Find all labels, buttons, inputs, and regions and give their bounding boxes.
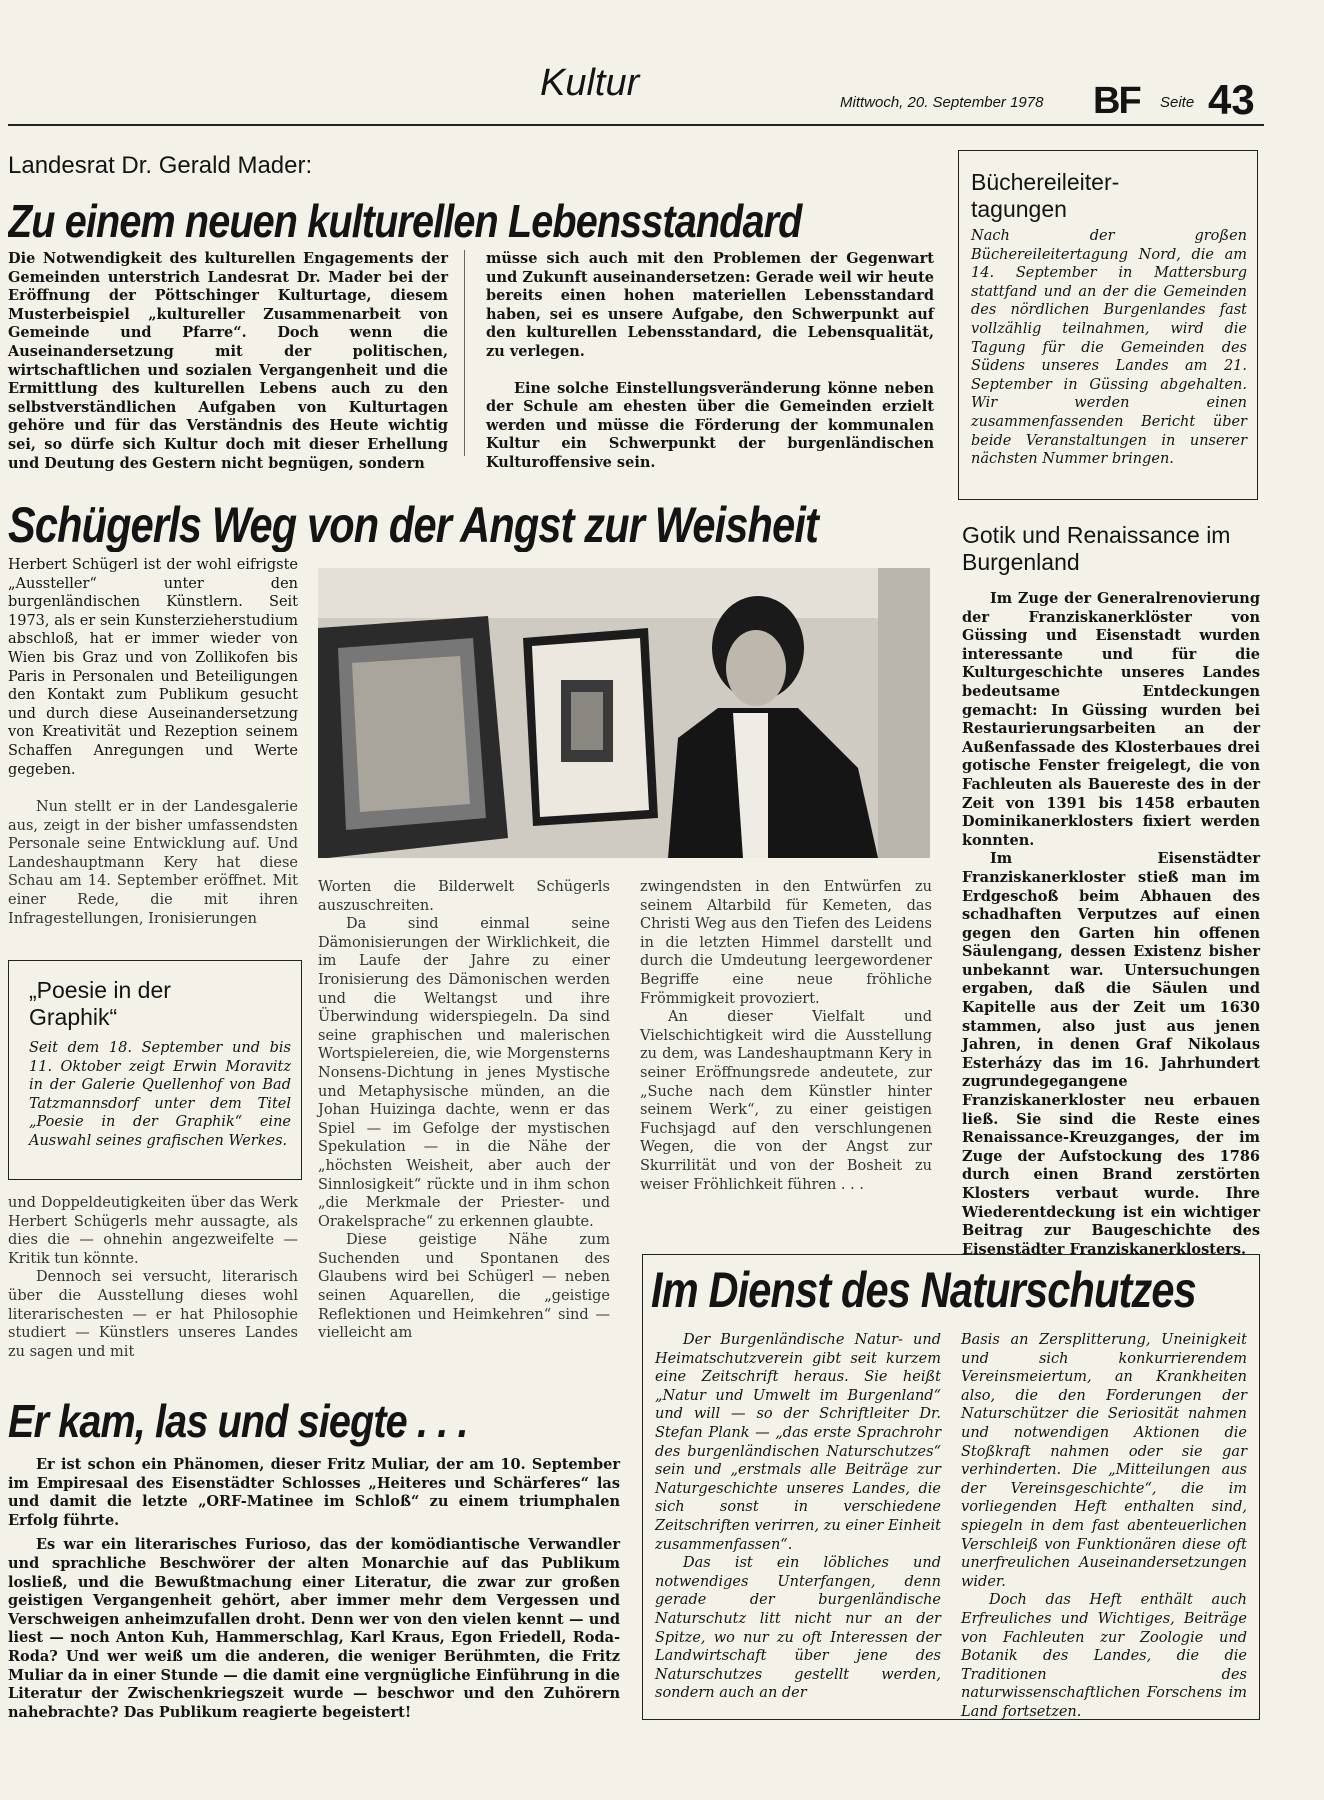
article3-body [8, 1456, 620, 1722]
page-number: 43 [1208, 76, 1255, 123]
sidebar-buechereileiter-box [958, 150, 1258, 500]
article3-headline: Er kam, las und siegte . . . [8, 1395, 468, 1447]
poesie-box [8, 960, 302, 1180]
article2-headline-wrap [8, 496, 918, 552]
article4-col1-para2: Das ist ein löbliches und notwendiges Unterfangen, denn gerade der burgenländische Naturschutz litt nicht nur an der Spitze, wo nur zu oft Interessen der Landwirtschaft über jene des Naturschutzes gestellt werden, sondern auch an der [655, 1555, 941, 1702]
article2-mid2: Da sind einmal seine Dämonisierungen der Wirklichkeit, die im Laufe der Jahre zu einer Ironisierung des Dämonischen werden und die Weltangst und ihre Überwindung widerspiegeln. Da sind seine graphischen und malerischen Wortspielereien, die, wie Morgensterns Nonsens-Dichtung in jenes Mystische und Metaphysische münden, an die Johan Huizinga dachte, wenn er das Spiel — im Gefolge der mystischen Spekulation — in die Nähe der „höchsten Weisheit, aber auch der Sinnlosigkeit“ rückte und in ihm schon „die Merkmale der Priester- und Orakelsprache“ zu erkennen glaubte. [318, 916, 610, 1230]
article4-col2-para2: Doch das Heft enthält auch Erfreuliches und Wichtiges, Beiträge von Fachleuten zur Zoologie und Botanik des Landes, die die Traditionen des naturwissenschaftlichen Forschens im Land fortsetzen. [961, 1592, 1247, 1720]
section-title: Kultur [540, 62, 640, 104]
article2-para4: Dennoch sei versucht, literarisch über die Ausstellung dieses wohl literarischesten — er hat Philosophie studiert — Künstlers unseres Landes zu sagen und mit [8, 1269, 298, 1360]
sidebar1-text: Nach der großen Büchereileitertagung Nord, die am 14. September in Mattersburg stattfand und an der die Gemeinden des nördlichen Burgenlandes fast vollzählig teilnahmen, wird die Tagung für die Gemeinden des Südens unseres Landes am 21. September in Güssing abgehalten. Wir werden einen zusammenfassenden Bericht über beide Veranstaltungen in unserer nächsten Nummer bringen. [971, 228, 1247, 468]
article2-intro: Herbert Schügerl ist der wohl eifrigste „Aussteller“ unter den burgenländischen Künstlern. Seit 1973, als er sein Kunsterzieherstudium abschloß, hat er immer wieder von Wien bis Graz und von Zollikofen bis Paris in Personalen und Beteiligungen den Kontakt zum Publikum gesucht und durch diese Auseinandersetzung von Kreativität und Rezeption seinem Schaffen Anregungen und Werte gegeben. [8, 557, 298, 778]
exhibition-photo [318, 568, 930, 858]
newspaper-logo: BF [1093, 80, 1140, 122]
header-rule [8, 124, 1264, 126]
article2-col2 [318, 878, 610, 1343]
article4-headline: Im Dienst des Naturschutzes [651, 1262, 1196, 1317]
article1-col1: Die Notwendigkeit des kulturellen Engagements der Gemeinden unterstrich Landesrat Dr. Mader bei der Eröffnung der Pöttschinger Kulturtage, diesem Musterbeispiel „kultureller Zusammenarbeit von Gemeinde und Pfarre“. Doch wenn die Auseinandersetzung mit der politischen, wirtschaftlichen und sozialen Vergangenheit und die Ermittlung des kulturellen Lebens auch zu den selbstverständlichen Aufgaben von Kulturtagen gehöre und für das Verständnis des Heute wichtig sei, so dürfe sich Kultur doch mit dieser Erhellung und Deutung des Gestern nicht begnügen, sondern [8, 250, 448, 472]
article2-para3: und Doppeldeutigkeiten über das Werk Herbert Schügerls mehr aussagte, als dies die — ohnehin angezweifelte — Kritik tun könnte. [8, 1195, 298, 1267]
article2-col3 [640, 878, 932, 1194]
naturschutz-box [642, 1254, 1260, 1720]
page-label: Seite [1160, 94, 1195, 111]
article1-col2-para2: Eine solche Einstellungsveränderung könne neben der Schule am ehesten über die Gemeinden erzielt werden und müsse die Förderung der kommunalen Kultur ein Schwerpunkt der burgenländischen Kulturoffensive sein. [486, 379, 934, 471]
article4-col1-para1: Der Burgenländische Natur- und Heimatschutzverein gibt seit kurzem eine Zeitschrift heraus. Sie heißt „Natur und Umwelt im Burgenland“ und will — so der Schriftleiter Dr. Stefan Plank — „das erste Sprachrohr des burgenländischen Naturschutzes“ sein und „erstmals alle Beiträge zur Naturgeschichte unseres Landes, die sich sonst in verschiedene Zeitschriften verirren, zu einer Einheit zusammenfassen“. [655, 1332, 941, 1553]
sidebar2-para1: Im Zuge der Generalrenovierung der Franziskanerklöster von Güssing und Eisenstadt wurden interessante und für die Kulturgeschichte unseres Landes bedeutsame Entdeckungen gemacht: In Güssing wurden bei Restaurierungsarbeiten an der Außenfassade des Klosterbaues drei gotische Fenster freigelegt, die von Fachleuten als Bauereste des in der Zeit von 1391 bis 1458 erbauten Dominikanerklosters fixiert werden konnten. [962, 590, 1260, 849]
article4-col1 [655, 1331, 941, 1703]
article2-col1-continued [8, 1194, 298, 1361]
poesie-text: Seit dem 18. September und bis 11. Oktober zeigt Erwin Moravitz in der Galerie Quellenhof von Bad Tatzmannsdorf unter dem Titel „Poesie in der Graphik“ eine Auswahl seines grafischen Werkes. [29, 1040, 291, 1149]
sidebar1-title: Büchereileiter-tagungen [971, 169, 1120, 222]
sidebar2-body [962, 590, 1260, 1259]
poesie-title: „Poesie in der Graphik“ [29, 977, 171, 1030]
article3-headline-wrap [8, 1394, 608, 1448]
article2-right1: zwingendsten in den Entwürfen zu seinem Altarbild für Kemeten, das Christi Weg aus den Tiefen des Leidens in die letzten Himmel darstellt und durch die Umdeutung leergewordener Begriffe eine neue fröhliche Frömmigkeit provoziert. [640, 879, 932, 1007]
issue-date: Mittwoch, 20. September 1978 [840, 94, 1044, 111]
article1-col2-para1: müsse sich auch mit den Problemen der Gegenwart und Zukunft auseinandersetzen: Gerade weil wir heute bereits einen hohen materiellen Lebensstandard haben, sei es unsere Aufgabe, den Schwerpunkt auf den kulturellen Lebensstandard, die Lebensqualität, zu verlegen. [486, 250, 934, 360]
article4-headline-wrap [651, 1261, 1251, 1317]
article1-headline-wrap [8, 194, 898, 244]
article2-headline: Schügerls Weg von der Angst zur Weisheit [8, 497, 819, 552]
sidebar2-para2: Im Eisenstädter Franziskanerkloster stieß man im Erdgeschoß beim Abhauen des schadhaften Verputzes auf einen gegen den Garten hin offenen Säulengang, dessen Existenz bisher unbekannt war. Untersuchungen ergaben, daß die Säulen und Kapitelle aus der Zeit um 1630 stammen, also just aus jenen Jahren, in denen Graf Nikolaus Esterházy das im 16. Jahrhundert zugrundegegangene Franziskanerkloster neu erbauen ließ. Sie sind die Reste eines Renaissance-Kreuzganges, der im Zuge der Aufstockung des 1786 durch einen Brand zerstörten Klosters verbaut wurde. Ihre Wiederentdeckung ist ein wichtiger Beitrag zur Baugeschichte des Eisenstädter Franziskanerklosters. [962, 850, 1260, 1258]
article2-para2: Nun stellt er in der Landesgalerie aus, zeigt in der bisher umfassendsten Personale seine Entwicklung auf. Und Landeshauptmann Kery hat diese Schau am 14. September eröffnet. Mit einer Rede, die mit ihren Infragestellungen, Ironisierungen [8, 799, 298, 927]
article4-col2 [961, 1331, 1247, 1721]
article1-col2 [486, 250, 934, 473]
sidebar2-title: Gotik und Renaissance im Burgenland [962, 522, 1231, 575]
article2-right2: An dieser Vielfalt und Vielschichtigkeit wird die Ausstellung zu dem, was Landeshauptmann Kery in seiner Eröffnungsrede andeutete, zur „Suche nach dem Künstler hinter seinem Werk“, zu einer geistigen Fuchsjagd auf den verschlungenen Wegen, die von der Angst zur Skurrilität und von der Bosheit zu weiser Fröhlichkeit führen . . . [640, 1009, 932, 1193]
article1-kicker: Landesrat Dr. Gerald Mader: [8, 152, 313, 179]
article2-mid1: Worten die Bilderwelt Schügerls auszuschreiten. [318, 879, 610, 914]
column-rule [464, 250, 465, 456]
article3-para1: Er ist schon ein Phänomen, dieser Fritz Muliar, der am 10. September im Empiresaal des Eisenstädter Schlosses „Heiteres und Schärferes“ las und damit die letzte „ORF-Matinee im Schloß“ zu einem triumphalen Erfolg führte. [8, 1456, 620, 1529]
article2-mid3: Diese geistige Nähe zum Suchenden und Spontanen des Glaubens wird bei Schügerl — neben seinen Aquarellen, die „geistige Reflektionen und Heimkehren“ sind — vielleicht am [318, 1232, 610, 1342]
article4-col2-para1: Basis an Zersplitterung, Uneinigkeit und sich konkurrierendem Vereinsmeiertum, an Krankheiten also, die den Forderungen der Naturschützer die Seriosität nahmen und notwendigen Aktionen die Stoßkraft nahmen oder sie gar verhinderten. Die „Mitteilungen aus der Vereinsgeschichte“, die im vorliegenden Heft enthalten sind, spiegeln in dem fast abenteuerlichen Verschleiß von Funktionären diese oft unerfreulichen Auseinandersetzungen wider. [961, 1332, 1247, 1590]
exhibition-photo-image [318, 568, 930, 858]
article1-headline: Zu einem neuen kulturellen Lebensstandard [8, 195, 802, 244]
article3-para2: Es war ein literarisches Furioso, das der komödiantische Verwandler und sprachliche Beschwörer der alten Monarchie auf das Publikum losließ, und die Bewußtmachung einer Literatur, die zwar zur großen geistigen Vergangenheit gehört, aber immer mehr dem Vergessen und Verschweigen anheimzufallen droht. Denn wer von den vielen kennt — und liest — noch Anton Kuh, Hammerschlag, Karl Kraus, Egon Friedell, Roda-Roda? Und wer weiß um die anderen, die weniger Berühmten, die Fritz Muliar da in einer Stunde — die damit eine vergnügliche Einführung in die Literatur der Zwischenkriegszeit wurde — beschwor und den Zuhörern nahebrachte? Das Publikum reagierte begeistert! [8, 1536, 620, 1721]
